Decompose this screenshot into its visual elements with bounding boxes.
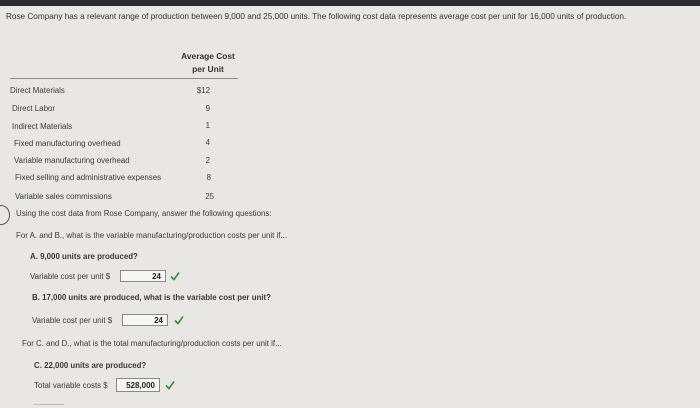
instruction-text: Using the cost data from Rose Company, answer the following questions: [16,209,272,218]
table-row-label: Indirect Materials [12,122,73,131]
problem-intro: Rose Company has a relevant range of production between 9,000 and 25,000 units. The following cost data represents average cost per unit for 16,000 units of production. [6,12,627,21]
question-a: A. 9,000 units are produced? [30,252,138,261]
question-a-label: Variable cost per unit $ [30,272,111,281]
question-c-label: Total variable costs $ [34,381,108,390]
table-row-value: 4 [205,138,210,147]
table-row-label: Direct Materials [10,86,65,95]
part-cd-intro: For C. and D., what is the total manufacturing/production costs per unit if... [22,339,282,348]
question-marker-circle [0,205,10,225]
cutoff-line [34,404,64,405]
top-bar [0,0,700,6]
table-row-value: 8 [206,173,211,182]
checkmark-icon [165,380,175,390]
checkmark-icon [174,315,184,325]
question-c: C. 22,000 units are produced? [34,361,147,370]
table-header-rule [10,78,238,79]
table-row-label: Variable sales commissions [15,192,112,201]
question-b-label: Variable cost per unit $ [32,316,113,325]
column-header [170,50,246,76]
checkmark-icon [170,271,180,281]
table-row-label: Fixed manufacturing overhead [14,139,121,148]
table-row-value: $12 [196,86,210,95]
question-c-input[interactable]: 528,000 [116,378,160,392]
question-b: B. 17,000 units are produced, what is the variable cost per unit? [32,293,271,302]
question-b-input[interactable]: 24 [122,314,168,326]
table-row-value: 1 [205,121,210,130]
column-header-line1: Average Cost [181,51,235,61]
part-ab-intro: For A. and B., what is the variable manufacturing/production costs per unit if... [16,231,288,240]
column-header-line2: per Unit [192,64,224,74]
table-row-value: 9 [205,104,210,113]
table-row-label: Direct Labor [12,104,55,113]
table-row-value: 25 [205,192,214,201]
table-row-value: 2 [205,156,210,165]
table-row-label: Fixed selling and administrative expenses [15,173,162,182]
question-a-input[interactable]: 24 [120,270,166,282]
table-row-label: Variable manufacturing overhead [14,156,130,165]
